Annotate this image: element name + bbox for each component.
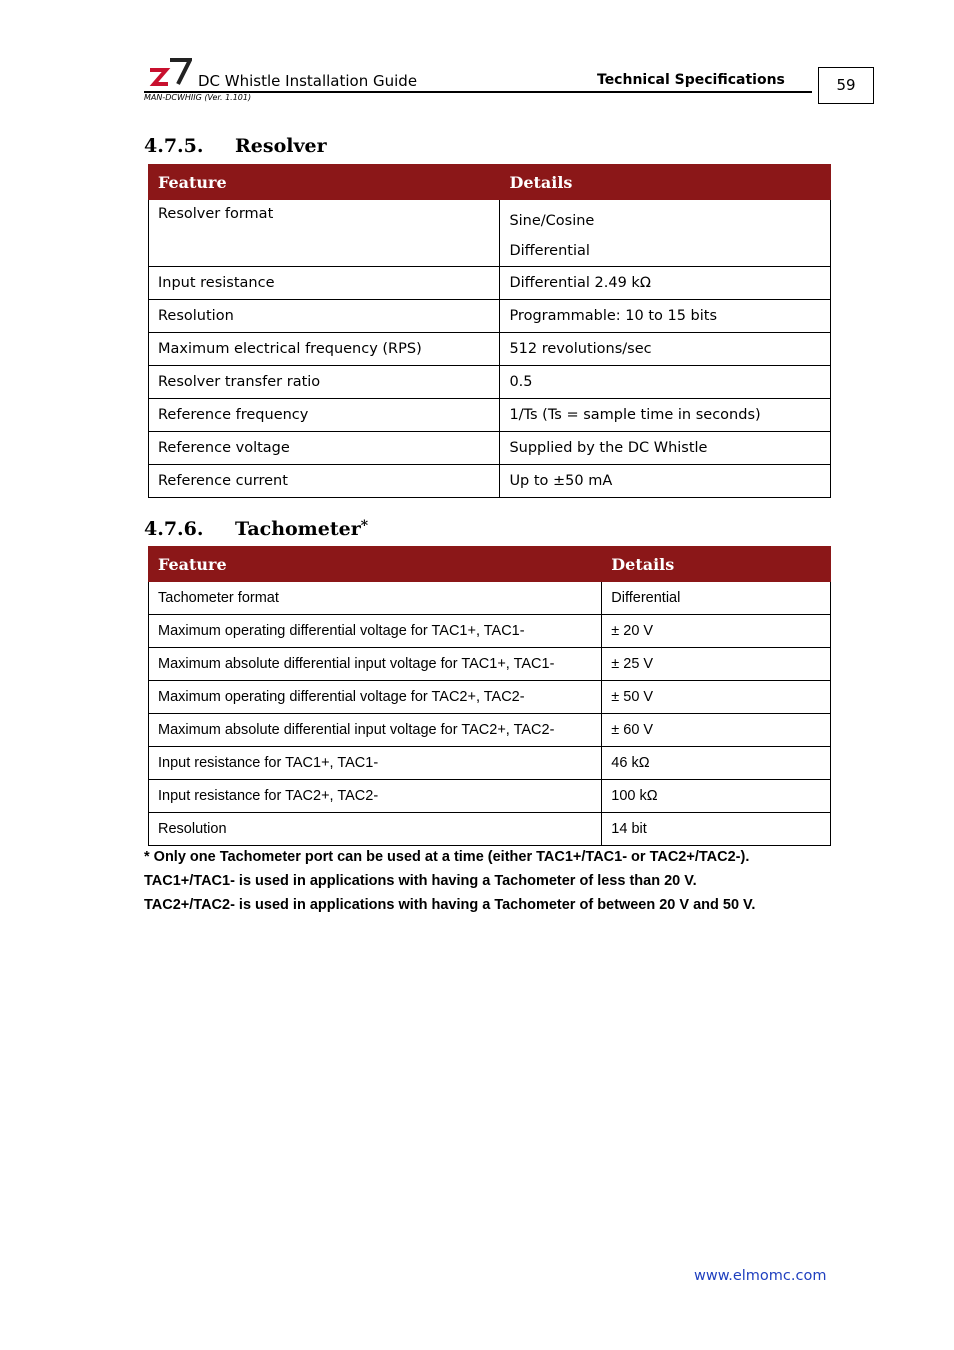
details-cell: 100 kΩ [602, 780, 831, 813]
tachometer-title-mark: * [360, 518, 369, 534]
details-cell: Programmable: 10 to 15 bits [500, 300, 831, 333]
feature-cell: Input resistance [149, 267, 500, 300]
details-cell: ± 25 V [602, 648, 831, 681]
feature-cell: Maximum electrical frequency (RPS) [149, 333, 500, 366]
details-cell: 14 bit [602, 813, 831, 846]
details-line: Sine/Cosine [509, 213, 595, 229]
table-row [149, 267, 831, 300]
resolver-table [148, 164, 831, 498]
doc-title: DC Whistle Installation Guide [198, 72, 418, 90]
table-row [149, 648, 831, 681]
table-row [149, 300, 831, 333]
table-row [149, 200, 831, 267]
details-cell: 512 revolutions/sec [500, 333, 831, 366]
table-row [149, 432, 831, 465]
details-cell [500, 200, 831, 267]
tachometer-section-number: 4.7.6. [144, 518, 204, 540]
feature-cell: Reference current [149, 465, 500, 498]
table-header-row [149, 547, 831, 582]
table-row [149, 465, 831, 498]
table-row [149, 366, 831, 399]
details-cell: 0.5 [500, 366, 831, 399]
column-header-feature: Feature [149, 547, 602, 582]
details-cell: ± 50 V [602, 681, 831, 714]
table-row [149, 582, 831, 615]
details-cell: Up to ±50 mA [500, 465, 831, 498]
table-row [149, 714, 831, 747]
website-link[interactable]: www.elmomc.com [694, 1268, 827, 1284]
feature-cell: Maximum operating differential voltage for TAC1+, TAC1- [149, 615, 602, 648]
table-row [149, 813, 831, 846]
details-line: Differential [509, 243, 590, 259]
table-row [149, 780, 831, 813]
tachometer-notes [144, 845, 844, 917]
feature-cell: Resolver format [149, 200, 500, 267]
table-header-row [149, 165, 831, 200]
resolver-title: Resolver [235, 135, 327, 157]
note-line: * Only one Tachometer port can be used at a time (either TAC1+/TAC1- or TAC2+/TAC2-). [144, 849, 750, 865]
details-cell: 1/Ts (Ts = sample time in seconds) [500, 399, 831, 432]
feature-cell: Maximum absolute differential input voltage for TAC2+, TAC2- [149, 714, 602, 747]
feature-cell: Resolution [149, 300, 500, 333]
feature-cell: Input resistance for TAC2+, TAC2- [149, 780, 602, 813]
resolver-section-number: 4.7.5. [144, 135, 204, 157]
details-cell: Differential 2.49 kΩ [500, 267, 831, 300]
feature-cell: Resolver transfer ratio [149, 366, 500, 399]
resolver-heading [144, 135, 327, 157]
tachometer-title: Tachometer [235, 518, 361, 540]
feature-cell: Tachometer format [149, 582, 602, 615]
doc-reference: MAN-DCWHIIG (Ver. 1.101) [144, 93, 252, 102]
feature-cell: Reference voltage [149, 432, 500, 465]
table-row [149, 681, 831, 714]
column-header-details: Details [500, 165, 831, 200]
details-cell: Supplied by the DC Whistle [500, 432, 831, 465]
feature-cell: Maximum operating differential voltage for TAC2+, TAC2- [149, 681, 602, 714]
details-cell: Differential [602, 582, 831, 615]
column-header-details: Details [602, 547, 831, 582]
table-row [149, 615, 831, 648]
table-row [149, 399, 831, 432]
tachometer-heading [144, 518, 368, 540]
details-cell: ± 20 V [602, 615, 831, 648]
feature-cell: Maximum absolute differential input voltage for TAC1+, TAC1- [149, 648, 602, 681]
table-row [149, 333, 831, 366]
details-cell: 46 kΩ [602, 747, 831, 780]
details-cell: ± 60 V [602, 714, 831, 747]
column-header-feature: Feature [149, 165, 500, 200]
page-number: 59 [818, 67, 874, 104]
feature-cell: Reference frequency [149, 399, 500, 432]
elmo-logo-icon [148, 56, 192, 86]
note-line: TAC2+/TAC2- is used in applications with having a Tachometer of between 20 V and 50 V. [144, 897, 756, 913]
note-line: TAC1+/TAC1- is used in applications with having a Tachometer of less than 20 V. [144, 873, 697, 889]
section-name: Technical Specifications [597, 72, 785, 88]
feature-cell: Input resistance for TAC1+, TAC1- [149, 747, 602, 780]
feature-cell: Resolution [149, 813, 602, 846]
tachometer-table [148, 546, 831, 846]
table-row [149, 747, 831, 780]
page-header [144, 56, 874, 106]
